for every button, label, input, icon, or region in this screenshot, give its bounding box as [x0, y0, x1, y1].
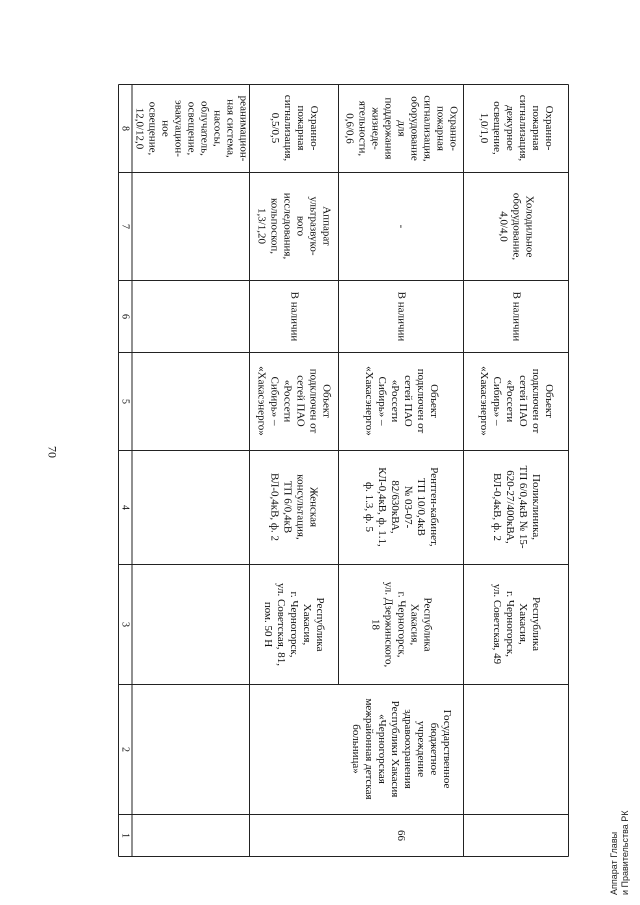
table-cell-text: Объект подключен от сетей ПАО «Россети Сибирь» – «Хакасэнерго» — [478, 366, 555, 436]
column-header-text: 4 — [119, 504, 131, 510]
column-header-text: 6 — [119, 313, 131, 319]
stamp-line: Аппарат Главы — [609, 831, 619, 895]
table-cell — [338, 84, 463, 172]
rotated-table — [118, 84, 569, 857]
table-cell — [338, 172, 463, 280]
column-header — [118, 564, 132, 684]
table-cell-text: Рентген-кабинет, ТП 10/0,4кВ № 03-07- 82/630кВА, КЛ-0,4кВ, ф. 1.1, ф. 1.3, ф. 5 — [362, 467, 440, 547]
table-cell-text: - — [395, 224, 407, 228]
table-cell-text: Республика Хакасия, г. Черногорск, ул. Советская, 81, пом. 50 Н — [262, 582, 326, 666]
table-cell — [463, 450, 569, 564]
column-header — [118, 84, 132, 172]
column-header-text: 1 — [119, 833, 131, 838]
table-cell — [338, 352, 463, 450]
table-cell-text: Объект подключен от сетей ПАО «Россети Сибирь» – «Хакасэнерго» — [362, 366, 440, 436]
table-cell-text: В наличии — [395, 291, 407, 341]
table-cell — [338, 280, 463, 352]
table-cell — [338, 684, 463, 814]
table-cell-text: Охранно- пожарная сигнализация, дежурное освещение, 1,0/1,0 — [478, 94, 555, 162]
table-cell — [463, 352, 569, 450]
column-header-text: 2 — [119, 746, 131, 752]
column-header-text: 5 — [119, 398, 131, 404]
table-cell-text: реанимацион- ная система, насосы, облучатель, освещение, эвакуацион- ное освещение, 12,0/12,0 — [133, 95, 249, 161]
stamp-line: и Правительства РК — [620, 810, 630, 895]
table-cell-text: Объект подключен от сетей ПАО «Россети Сибирь» – «Хакасэнерго» — [255, 366, 333, 436]
column-header — [118, 684, 132, 814]
table-cell — [249, 280, 338, 352]
table-cell — [463, 172, 569, 280]
table-cell-text: В наличии — [288, 291, 300, 341]
column-header — [118, 450, 132, 564]
table-cell — [338, 450, 463, 564]
table-cell-text: Поликлиника, ТП 6/0,4кВ № 15- 620-27/400кВА, ВЛ-0,4кВ, ф. 2 — [491, 465, 542, 549]
table-cell — [249, 564, 338, 684]
table-cell-text: Охранно- пожарная сигнализация, оборудование для поддержания жизнеде- ятельности, 0,6/0,6 — [343, 94, 459, 162]
column-header-text: 3 — [119, 621, 131, 627]
stamp — [609, 810, 631, 895]
table-cell — [249, 450, 338, 564]
column-header — [118, 172, 132, 280]
table-cell-text: Республика Хакасия, г. Черногорск, ул. Советская, 49 — [491, 583, 542, 665]
table-cell — [249, 84, 338, 172]
table-cell — [463, 280, 569, 352]
column-header — [118, 352, 132, 450]
table-cell-text: В наличии — [510, 291, 523, 341]
table-cell-text: Женская консультация, ТП 6/0,4кВ ВЛ-0,4кВ, ф. 2 — [268, 472, 320, 542]
table-cell-text: Аппарат ультразвуко- вого исследования, кольпоскоп, 1,3/1,20 — [255, 192, 333, 260]
table-cell-text: 66 — [395, 830, 407, 841]
table-cell — [338, 564, 463, 684]
page-number: 70 — [45, 446, 60, 458]
column-header — [118, 814, 132, 857]
column-header — [118, 280, 132, 352]
table-cell-text: Республика Хакасия, г. Черногорск, ул. Дзержинского, 18 — [369, 581, 433, 667]
table-cell-text: Охранно- пожарная сигнализация, 0,5/0,5 — [268, 94, 320, 162]
table-cell — [249, 352, 338, 450]
table-cell — [132, 84, 249, 172]
table-cell — [463, 84, 569, 172]
table-cell-text: Государственное бюджетное учреждение здравоохранения Республики Хакасия «Черногорская межрайонная детская больница» — [349, 698, 453, 800]
table-cell — [463, 564, 569, 684]
table-cell-text: Холодильное оборудование, 4,0/4,0 — [497, 192, 536, 260]
column-header-text: 8 — [119, 125, 131, 131]
table-cell — [249, 172, 338, 280]
table-cell — [338, 814, 463, 857]
column-header-text: 7 — [119, 223, 131, 229]
